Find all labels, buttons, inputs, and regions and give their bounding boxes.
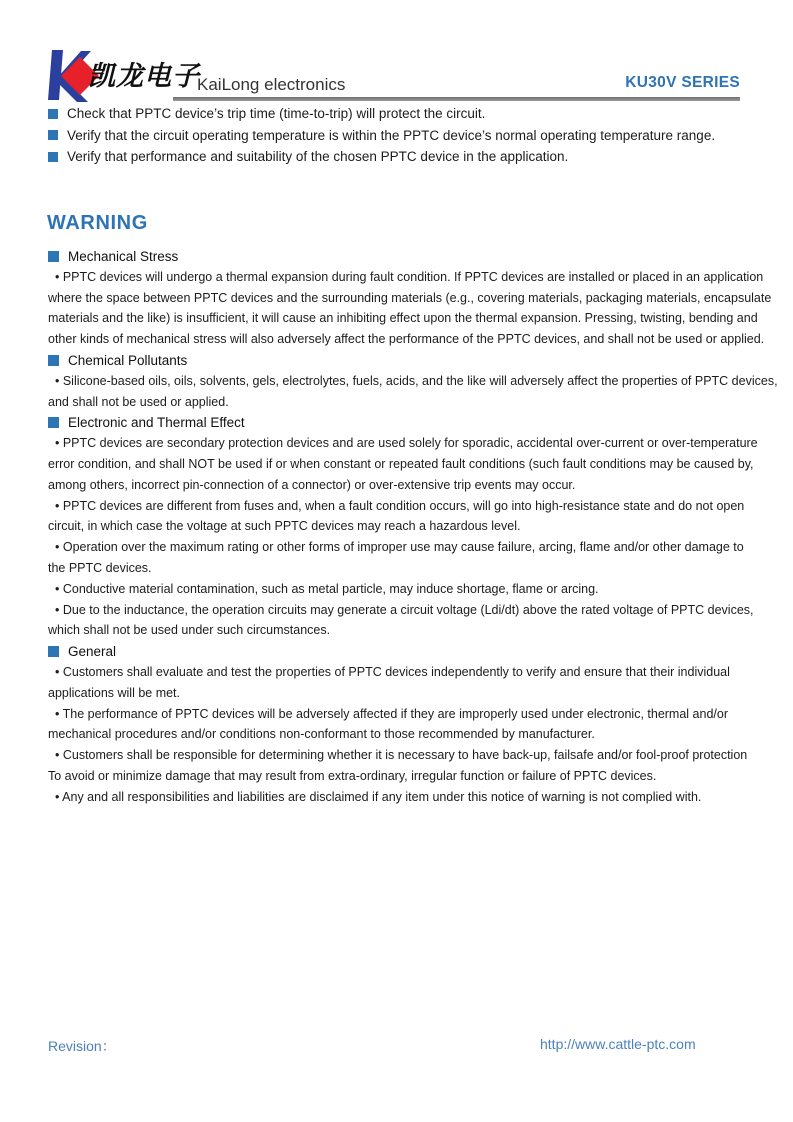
paragraph-line: and shall not be used or applied. — [48, 394, 229, 409]
paragraph-line: • Customers shall be responsible for determining whether it is necessary to have back-up, failsafe and/or fool-proof protection — [55, 748, 748, 763]
square-bullet-icon — [48, 646, 59, 657]
revision-label: Revision： — [48, 1038, 116, 1054]
website-link[interactable]: http://www.cattle-ptc.com — [540, 1036, 696, 1052]
section-heading-mechanical-stress — [48, 246, 760, 267]
paragraph-line: • PPTC devices are secondary protection devices and are used solely for sporadic, accidental over-current or over-temperature — [55, 436, 758, 451]
checklist-item-text: Verify that the circuit operating temperature is within the PPTC device’s normal operating temperature range. — [67, 127, 716, 143]
paragraph-line: • Silicone-based oils, oils, solvents, gels, electrolytes, fuels, acids, and the like will adversely affect the properties of PPTC devices, — [55, 373, 778, 388]
square-bullet-icon — [48, 417, 59, 428]
section-heading-electronic-thermal-effect — [48, 412, 760, 433]
paragraph-line: error condition, and shall NOT be used if or when constant or repeated fault conditions (such fault conditions may be caused by, — [48, 456, 754, 471]
series-title: KU30V SERIES — [625, 74, 740, 91]
paragraph-line: the PPTC devices. — [48, 560, 152, 575]
section-heading-text: General — [68, 644, 117, 660]
checklist-item-text: Check that PPTC device’s trip time (time-to-trip) will protect the circuit. — [67, 106, 486, 122]
section-heading-text: Mechanical Stress — [68, 248, 179, 264]
checklist-item — [48, 146, 758, 168]
section-heading-chemical-pollutants — [48, 350, 760, 371]
checklist — [48, 103, 758, 168]
square-bullet-icon — [48, 152, 58, 162]
square-bullet-icon — [48, 355, 59, 366]
paragraph-line: circuit, in which case the voltage at such PPTC devices may reach a hazardous level. — [48, 519, 521, 534]
warning-title: WARNING — [47, 212, 148, 234]
warning-content — [48, 246, 778, 808]
square-bullet-icon — [48, 109, 58, 119]
logo-chinese-text: 凯龙电子 — [88, 61, 200, 92]
section-heading-text: Chemical Pollutants — [68, 352, 188, 368]
checklist-item — [48, 103, 758, 125]
paragraph-line: among others, incorrect pin-connection of a connector) or over-extensive trip events may occur. — [48, 477, 576, 492]
square-bullet-icon — [48, 251, 59, 262]
section-heading-text: Electronic and Thermal Effect — [68, 415, 245, 431]
paragraph-line: where the space between PPTC devices and the surrounding materials (e.g., covering materials, packaging materials, encapsulate — [48, 290, 772, 305]
paragraph-line: which shall not be used under such circumstances. — [48, 623, 331, 638]
paragraph-line: • Due to the inductance, the operation circuits may generate a circuit voltage (Ldi/dt) above the rated voltage of PPTC devices, — [55, 602, 754, 617]
paragraph-line: • Customers shall evaluate and test the properties of PPTC devices independently to verify and ensure that their individual — [55, 664, 730, 679]
section-heading-general — [48, 641, 760, 662]
paragraph-line: materials and the like) is insufficient, it will cause an inhibiting effect upon the thermal expansion. Pressing, twisting, bending and — [48, 311, 758, 326]
header-divider — [173, 97, 740, 101]
square-bullet-icon — [48, 130, 58, 140]
logo-company-name: KaiLong electronics — [197, 75, 346, 94]
paragraph-line: mechanical procedures and/or conditions non-conformant to those recommended by manufacturer. — [48, 727, 595, 742]
paragraph-line: other kinds of mechanical stress will also adversely affect the performance of the PPTC devices, and shall not be used or applied. — [48, 332, 765, 347]
checklist-item — [48, 125, 758, 147]
paragraph-line: • Conductive material contamination, such as metal particle, may induce shortage, flame or arcing. — [55, 581, 599, 596]
paragraph-line: • PPTC devices are different from fuses and, when a fault condition occurs, will go into high-resistance state and do not open — [55, 498, 745, 513]
paragraph-line: • Operation over the maximum rating or other forms of improper use may cause failure, arcing, flame and/or other damage to — [55, 540, 744, 555]
paragraph-line: applications will be met. — [48, 685, 181, 700]
paragraph-line: • Any and all responsibilities and liabilities are disclaimed if any item under this notice of warning is not complied with. — [55, 789, 702, 804]
paragraph-line: To avoid or minimize damage that may result from extra-ordinary, irregular function or failure of PPTC devices. — [48, 768, 657, 783]
paragraph-line: • The performance of PPTC devices will be adversely affected if they are improperly used under electronic, thermal and/or — [55, 706, 728, 721]
paragraph-line: • PPTC devices will undergo a thermal expansion during fault condition. If PPTC devices are installed or placed in an application — [55, 269, 764, 284]
checklist-item-text: Verify that performance and suitability of the chosen PPTC device in the application. — [67, 149, 569, 165]
